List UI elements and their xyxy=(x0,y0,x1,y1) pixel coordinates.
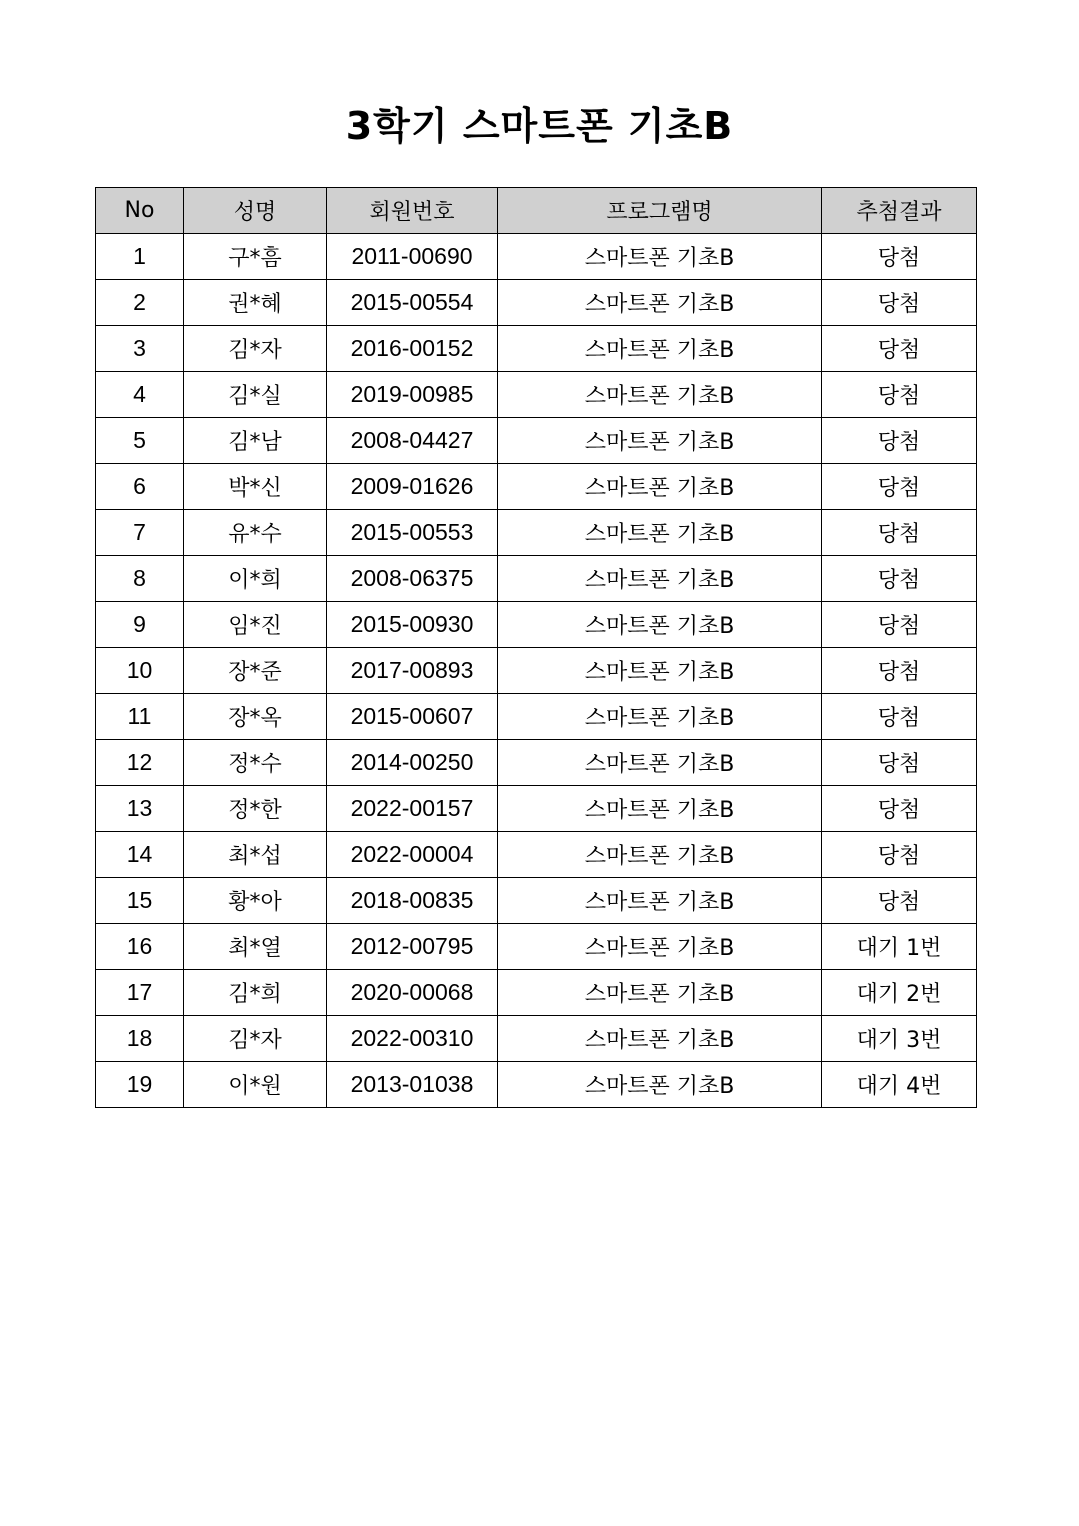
table-row xyxy=(96,372,977,418)
table-row xyxy=(96,878,977,924)
cell-no: 1 xyxy=(96,234,184,280)
cell-program: 스마트폰 기초B xyxy=(498,326,822,372)
cell-member-id: 2008-04427 xyxy=(327,418,498,464)
cell-result: 당첨 xyxy=(822,602,977,648)
cell-no: 19 xyxy=(96,1062,184,1108)
table-row xyxy=(96,740,977,786)
cell-program: 스마트폰 기초B xyxy=(498,970,822,1016)
cell-no: 13 xyxy=(96,786,184,832)
table-row xyxy=(96,602,977,648)
cell-member-id: 2014-00250 xyxy=(327,740,498,786)
cell-program: 스마트폰 기초B xyxy=(498,1016,822,1062)
table-body xyxy=(96,234,977,1108)
cell-result: 당첨 xyxy=(822,326,977,372)
cell-result: 당첨 xyxy=(822,418,977,464)
cell-result: 당첨 xyxy=(822,694,977,740)
cell-name: 김*남 xyxy=(184,418,327,464)
table-row xyxy=(96,648,977,694)
cell-name: 최*열 xyxy=(184,924,327,970)
cell-no: 12 xyxy=(96,740,184,786)
cell-result: 당첨 xyxy=(822,786,977,832)
table-header-row xyxy=(96,188,977,234)
cell-name: 김*자 xyxy=(184,1016,327,1062)
cell-program: 스마트폰 기초B xyxy=(498,924,822,970)
cell-member-id: 2022-00310 xyxy=(327,1016,498,1062)
cell-member-id: 2009-01626 xyxy=(327,464,498,510)
cell-no: 8 xyxy=(96,556,184,602)
cell-no: 4 xyxy=(96,372,184,418)
cell-program: 스마트폰 기초B xyxy=(498,648,822,694)
cell-no: 18 xyxy=(96,1016,184,1062)
cell-result: 대기 2번 xyxy=(822,970,977,1016)
cell-result: 당첨 xyxy=(822,832,977,878)
cell-result: 당첨 xyxy=(822,510,977,556)
table-row xyxy=(96,418,977,464)
cell-no: 2 xyxy=(96,280,184,326)
cell-member-id: 2012-00795 xyxy=(327,924,498,970)
cell-program: 스마트폰 기초B xyxy=(498,510,822,556)
cell-no: 10 xyxy=(96,648,184,694)
cell-name: 이*희 xyxy=(184,556,327,602)
cell-name: 김*자 xyxy=(184,326,327,372)
cell-program: 스마트폰 기초B xyxy=(498,740,822,786)
cell-member-id: 2022-00004 xyxy=(327,832,498,878)
table-row xyxy=(96,556,977,602)
cell-no: 16 xyxy=(96,924,184,970)
column-header-member-id: 회원번호 xyxy=(327,188,498,234)
cell-name: 임*진 xyxy=(184,602,327,648)
cell-no: 3 xyxy=(96,326,184,372)
cell-program: 스마트폰 기초B xyxy=(498,372,822,418)
cell-program: 스마트폰 기초B xyxy=(498,878,822,924)
cell-result: 당첨 xyxy=(822,280,977,326)
cell-no: 9 xyxy=(96,602,184,648)
cell-no: 15 xyxy=(96,878,184,924)
cell-name: 정*한 xyxy=(184,786,327,832)
cell-name: 장*옥 xyxy=(184,694,327,740)
cell-program: 스마트폰 기초B xyxy=(498,1062,822,1108)
cell-member-id: 2017-00893 xyxy=(327,648,498,694)
cell-result: 당첨 xyxy=(822,464,977,510)
column-header-no: No xyxy=(96,188,184,234)
table-row xyxy=(96,280,977,326)
lottery-result-table xyxy=(95,187,977,1108)
cell-member-id: 2011-00690 xyxy=(327,234,498,280)
cell-member-id: 2020-00068 xyxy=(327,970,498,1016)
cell-member-id: 2022-00157 xyxy=(327,786,498,832)
cell-member-id: 2015-00930 xyxy=(327,602,498,648)
table-row xyxy=(96,694,977,740)
cell-name: 정*수 xyxy=(184,740,327,786)
table-row xyxy=(96,464,977,510)
cell-program: 스마트폰 기초B xyxy=(498,602,822,648)
cell-no: 11 xyxy=(96,694,184,740)
cell-member-id: 2019-00985 xyxy=(327,372,498,418)
cell-member-id: 2013-01038 xyxy=(327,1062,498,1108)
cell-no: 6 xyxy=(96,464,184,510)
cell-program: 스마트폰 기초B xyxy=(498,234,822,280)
cell-member-id: 2015-00607 xyxy=(327,694,498,740)
cell-no: 17 xyxy=(96,970,184,1016)
cell-name: 유*수 xyxy=(184,510,327,556)
cell-result: 대기 1번 xyxy=(822,924,977,970)
cell-name: 김*희 xyxy=(184,970,327,1016)
table-row xyxy=(96,786,977,832)
table-row xyxy=(96,924,977,970)
table-row xyxy=(96,832,977,878)
cell-member-id: 2015-00554 xyxy=(327,280,498,326)
cell-result: 당첨 xyxy=(822,556,977,602)
column-header-result: 추첨결과 xyxy=(822,188,977,234)
cell-name: 장*준 xyxy=(184,648,327,694)
table-row xyxy=(96,510,977,556)
table-row xyxy=(96,326,977,372)
cell-program: 스마트폰 기초B xyxy=(498,464,822,510)
cell-member-id: 2018-00835 xyxy=(327,878,498,924)
cell-name: 박*신 xyxy=(184,464,327,510)
cell-member-id: 2016-00152 xyxy=(327,326,498,372)
cell-result: 당첨 xyxy=(822,878,977,924)
cell-result: 당첨 xyxy=(822,740,977,786)
cell-name: 황*아 xyxy=(184,878,327,924)
cell-name: 김*실 xyxy=(184,372,327,418)
column-header-name: 성명 xyxy=(184,188,327,234)
cell-member-id: 2015-00553 xyxy=(327,510,498,556)
cell-result: 대기 4번 xyxy=(822,1062,977,1108)
cell-program: 스마트폰 기초B xyxy=(498,786,822,832)
cell-result: 대기 3번 xyxy=(822,1016,977,1062)
column-header-program: 프로그램명 xyxy=(498,188,822,234)
cell-program: 스마트폰 기초B xyxy=(498,280,822,326)
cell-result: 당첨 xyxy=(822,234,977,280)
table-row xyxy=(96,234,977,280)
cell-name: 구*흠 xyxy=(184,234,327,280)
table-row xyxy=(96,970,977,1016)
cell-program: 스마트폰 기초B xyxy=(498,694,822,740)
cell-name: 권*혜 xyxy=(184,280,327,326)
table-row xyxy=(96,1016,977,1062)
page-title: 3학기 스마트폰 기초B xyxy=(345,104,734,148)
cell-no: 7 xyxy=(96,510,184,556)
cell-program: 스마트폰 기초B xyxy=(498,832,822,878)
cell-no: 14 xyxy=(96,832,184,878)
cell-name: 최*섭 xyxy=(184,832,327,878)
cell-program: 스마트폰 기초B xyxy=(498,418,822,464)
cell-program: 스마트폰 기초B xyxy=(498,556,822,602)
cell-result: 당첨 xyxy=(822,648,977,694)
table-row xyxy=(96,1062,977,1108)
cell-member-id: 2008-06375 xyxy=(327,556,498,602)
cell-name: 이*원 xyxy=(184,1062,327,1108)
cell-no: 5 xyxy=(96,418,184,464)
cell-result: 당첨 xyxy=(822,372,977,418)
